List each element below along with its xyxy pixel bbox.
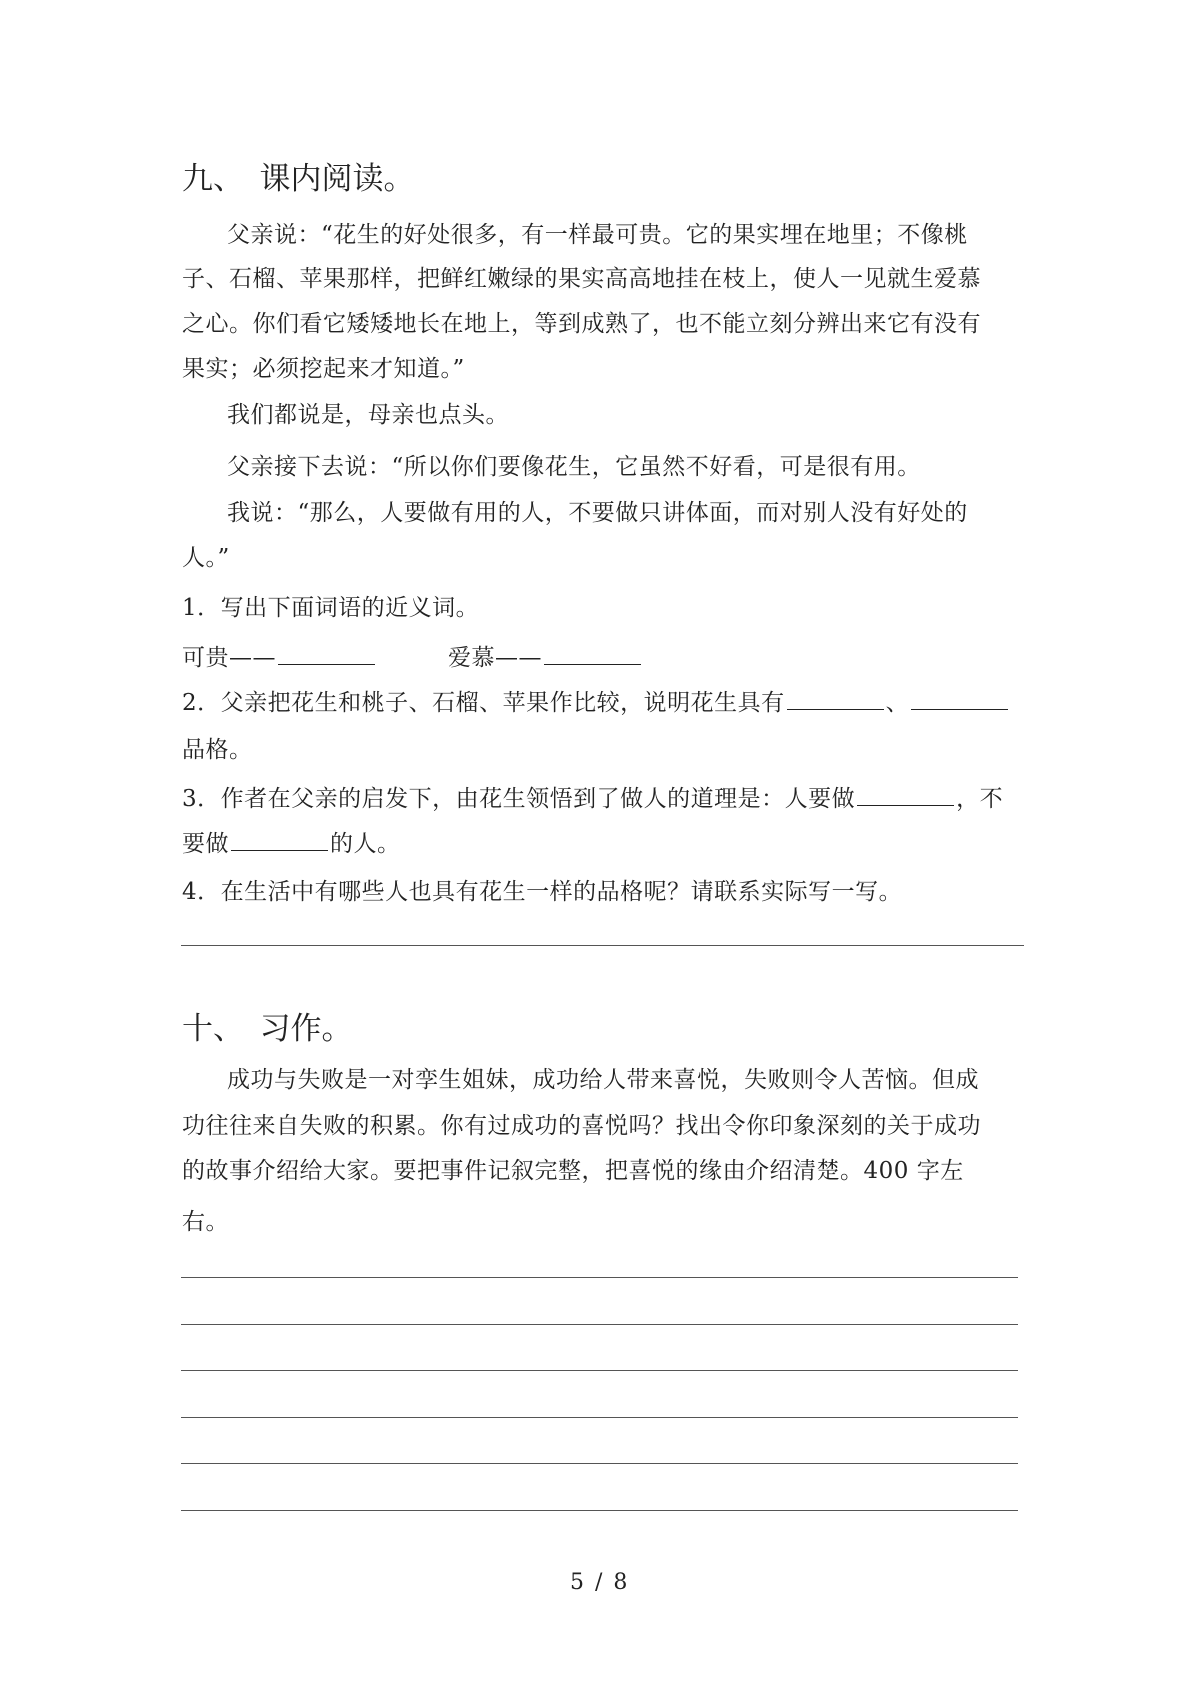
- answer-blank[interactable]: [231, 834, 328, 851]
- question-3: [182, 788, 1003, 811]
- writing-line[interactable]: [181, 1324, 1018, 1325]
- writing-line[interactable]: [181, 1370, 1018, 1371]
- passage-line: 之心。你们看它矮矮地长在地上，等到成熟了，也不能立刻分辨出来它有没有: [182, 311, 981, 337]
- answer-blank[interactable]: [787, 693, 884, 710]
- passage-line: 果实；必须挖起来才知道。”: [182, 356, 465, 382]
- passage-line: 父亲接下去说：“所以你们要像花生，它虽然不好看，可是很有用。: [227, 454, 921, 480]
- question-text: 3．作者在父亲的启发下，由花生领悟到了做人的道理是：人要做: [182, 786, 856, 812]
- question-1-item-2: [448, 647, 643, 670]
- question-text: 的人。: [330, 831, 401, 857]
- question-2: [182, 692, 1010, 715]
- section-heading-reading: 九、 课内阅读。: [182, 161, 415, 197]
- prompt-line: 右。: [182, 1209, 229, 1235]
- answer-blank[interactable]: [278, 648, 375, 665]
- answer-blank[interactable]: [544, 648, 641, 665]
- question-text: 2．父亲把花生和桃子、石榴、苹果作比较，说明花生具有: [182, 690, 785, 716]
- writing-line[interactable]: [181, 1510, 1018, 1511]
- page-number: 5 / 8: [570, 1570, 630, 1595]
- question-3-cont: [182, 833, 401, 856]
- question-4: 4．在生活中有哪些人也具有花生一样的品格呢？请联系实际写一写。: [182, 879, 903, 905]
- passage-line: 我们都说是，母亲也点头。: [227, 402, 509, 428]
- prompt-line: 的故事介绍给大家。要把事件记叙完整，把喜悦的缘由介绍清楚。400 字左: [182, 1158, 964, 1184]
- passage-line: 我说：“那么，人要做有用的人，不要做只讲体面，而对别人没有好处的: [227, 500, 968, 526]
- answer-blank[interactable]: [911, 693, 1008, 710]
- writing-line[interactable]: [181, 1417, 1018, 1418]
- answer-line[interactable]: [181, 945, 1024, 946]
- question-text: 要做: [182, 831, 229, 857]
- word-label: 爱慕——: [448, 645, 542, 671]
- question-1: 1．写出下面词语的近义词。: [182, 595, 480, 621]
- passage-line: 父亲说：“花生的好处很多，有一样最可贵。它的果实埋在地里；不像桃: [227, 222, 968, 248]
- question-1-item-1: [182, 647, 377, 670]
- answer-blank[interactable]: [857, 789, 954, 806]
- writing-line[interactable]: [181, 1277, 1018, 1278]
- passage-line: 子、石榴、苹果那样，把鲜红嫩绿的果实高高地挂在枝上，使人一见就生爱慕: [182, 266, 981, 292]
- question-text: ，不: [956, 786, 1004, 812]
- separator: 、: [885, 690, 910, 716]
- writing-line[interactable]: [181, 1463, 1018, 1464]
- section-heading-writing: 十、 习作。: [182, 1011, 353, 1047]
- passage-line: 人。”: [182, 545, 230, 571]
- word-label: 可贵——: [182, 645, 276, 671]
- prompt-line: 成功与失败是一对孪生姐妹，成功给人带来喜悦，失败则令人苦恼。但成: [227, 1067, 979, 1093]
- prompt-line: 功往往来自失败的积累。你有过成功的喜悦吗？找出令你印象深刻的关于成功: [182, 1113, 981, 1139]
- question-2-end: 品格。: [182, 737, 253, 763]
